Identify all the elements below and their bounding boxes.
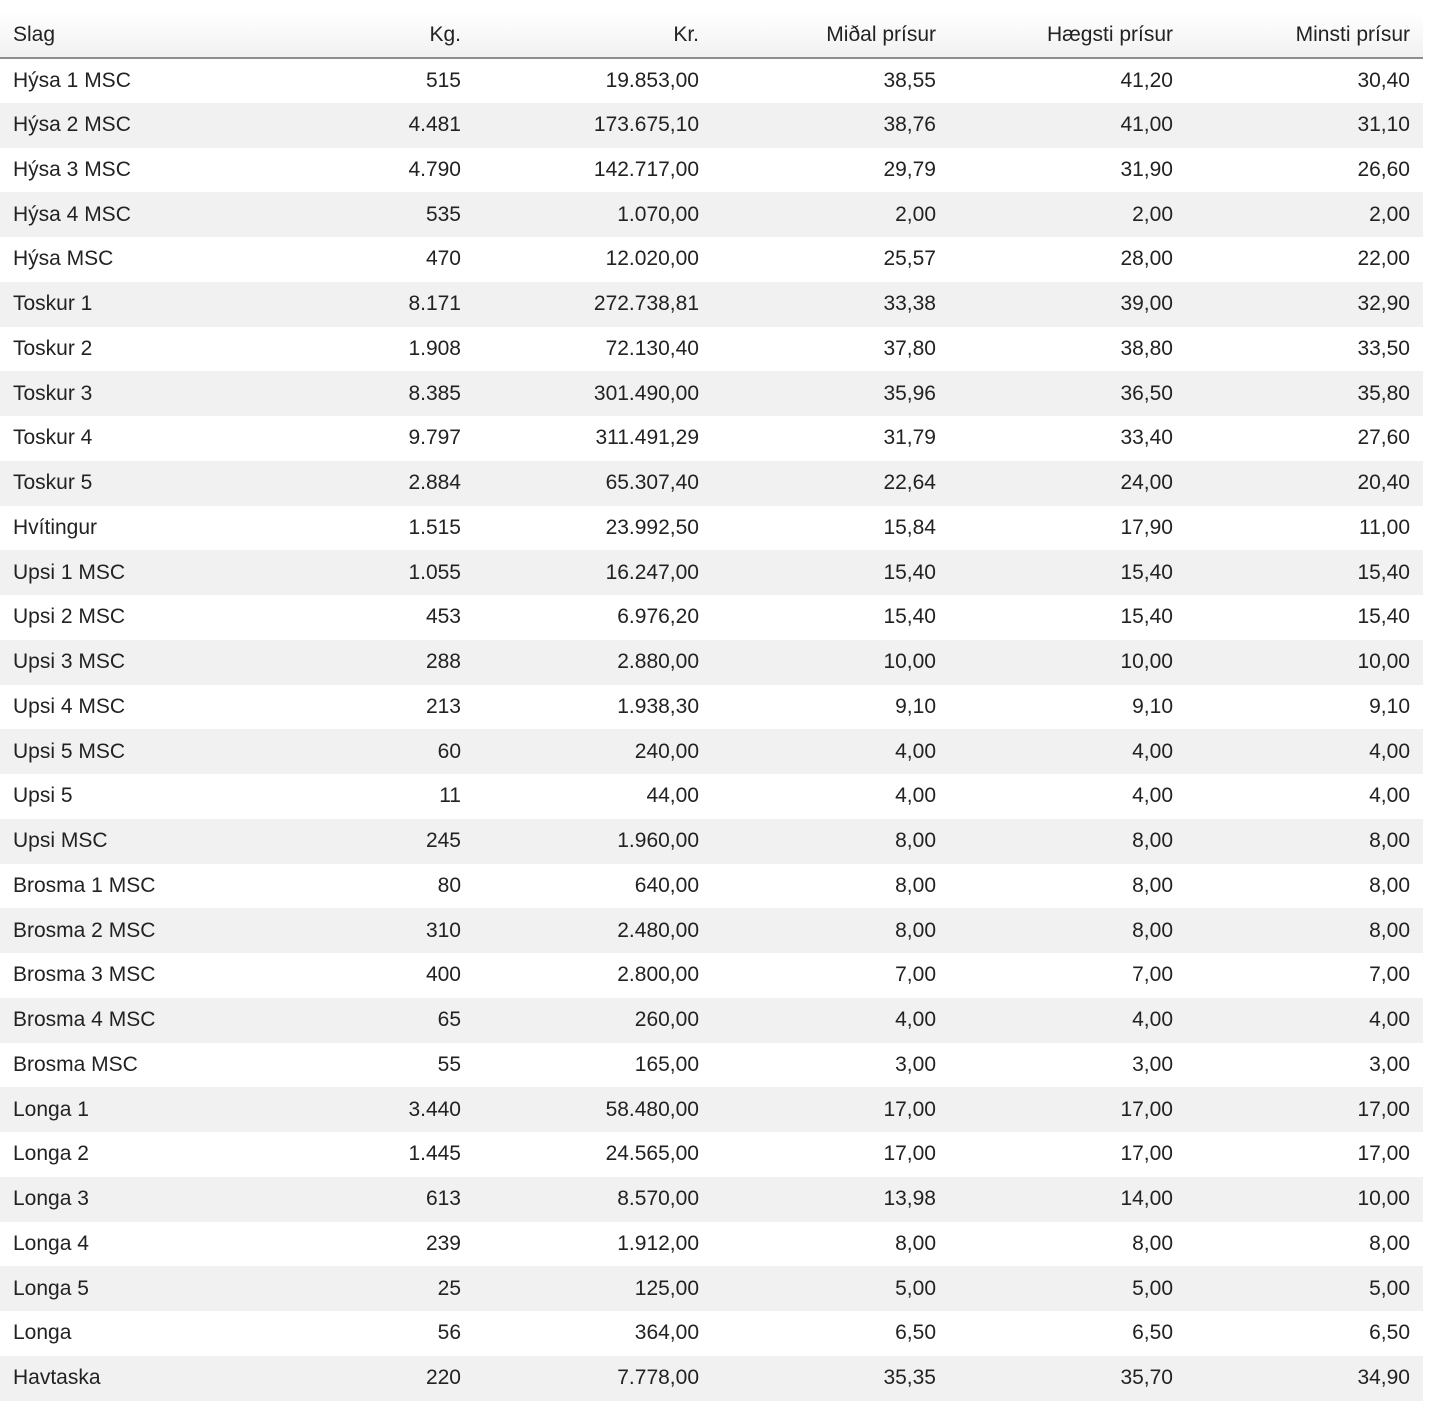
table-row [0,774,1423,819]
average-price-cell: 15,40 [883,605,936,629]
average-price-cell: 35,35 [883,1366,936,1390]
highest-price-cell: 7,00 [1132,963,1173,987]
table-row [0,685,1423,730]
kr-cell: 240,00 [634,739,699,763]
lowest-price-cell: 4,00 [1369,739,1410,763]
species-cell: Longa 5 [13,1276,89,1300]
kg-cell: 400 [425,963,461,987]
kr-cell: 72.130,40 [605,336,699,360]
kg-cell: 213 [425,694,461,718]
lowest-price-cell: 22,00 [1357,247,1410,271]
table-row [0,729,1423,774]
species-cell: Hýsa 4 MSC [13,202,131,226]
average-price-cell: 4,00 [895,1008,936,1032]
species-cell: Toskur 3 [13,381,93,405]
highest-price-cell: 41,20 [1120,68,1173,92]
highest-price-cell: 33,40 [1120,426,1173,450]
table-row [0,1043,1423,1088]
species-cell: Longa 1 [13,1097,89,1121]
species-cell: Brosma 4 MSC [13,1008,156,1032]
highest-price-cell: 4,00 [1132,1008,1173,1032]
table-row [0,595,1423,640]
kg-cell: 220 [425,1366,461,1390]
column-header-highest-price[interactable]: Hægsti prísur [949,12,1186,58]
lowest-price-cell: 6,50 [1369,1321,1410,1345]
table-row [0,998,1423,1043]
lowest-price-cell: 20,40 [1357,471,1410,495]
lowest-price-cell: 17,00 [1357,1097,1410,1121]
average-price-cell: 37,80 [883,336,936,360]
table-row [0,416,1423,461]
lowest-price-cell: 26,60 [1357,157,1410,181]
species-cell: Brosma MSC [13,1052,138,1076]
column-header-lowest-price[interactable]: Minsti prísur [1186,12,1423,58]
lowest-price-cell: 8,00 [1369,1231,1410,1255]
highest-price-cell: 38,80 [1120,336,1173,360]
table-row [0,1132,1423,1177]
kg-cell: 8.171 [408,292,461,316]
kr-cell: 1.912,00 [617,1231,699,1255]
kg-cell: 515 [425,68,461,92]
lowest-price-cell: 8,00 [1369,918,1410,942]
table-row [0,908,1423,953]
table-row [0,506,1423,551]
average-price-cell: 4,00 [895,739,936,763]
average-price-cell: 17,00 [883,1142,936,1166]
species-cell: Toskur 5 [13,471,93,495]
highest-price-cell: 15,40 [1120,560,1173,584]
kr-cell: 1.070,00 [617,202,699,226]
kg-cell: 453 [425,605,461,629]
highest-price-cell: 28,00 [1120,247,1173,271]
highest-price-cell: 31,90 [1120,157,1173,181]
kg-cell: 55 [437,1052,461,1076]
kg-cell: 1.908 [408,336,461,360]
lowest-price-cell: 8,00 [1369,873,1410,897]
kr-cell: 125,00 [634,1276,699,1300]
kr-cell: 2.800,00 [617,963,699,987]
kg-cell: 11 [439,784,461,808]
average-price-cell: 5,00 [895,1276,936,1300]
kg-cell: 535 [425,202,461,226]
kg-cell: 3.440 [408,1097,461,1121]
species-cell: Upsi 5 MSC [13,739,126,763]
highest-price-cell: 4,00 [1132,739,1173,763]
table-row [0,461,1423,506]
fish-price-table [0,12,1423,1401]
header-row [0,12,1423,58]
column-header-kg[interactable]: Kg. [225,12,474,58]
species-cell: Upsi MSC [13,829,108,853]
highest-price-cell: 8,00 [1132,829,1173,853]
kg-cell: 2.884 [408,471,461,495]
table-row [0,148,1423,193]
kr-cell: 65.307,40 [605,471,699,495]
average-price-cell: 10,00 [883,650,936,674]
kr-cell: 2.480,00 [617,918,699,942]
average-price-cell: 15,84 [883,515,936,539]
kg-cell: 4.481 [408,113,461,137]
species-cell: Brosma 2 MSC [13,918,156,942]
average-price-cell: 13,98 [883,1187,936,1211]
kg-cell: 245 [425,829,461,853]
kg-cell: 4.790 [408,157,461,181]
kr-cell: 23.992,50 [605,515,699,539]
column-header-kr[interactable]: Kr. [474,12,712,58]
kr-cell: 1.960,00 [617,829,699,853]
lowest-price-cell: 10,00 [1357,1187,1410,1211]
species-cell: Hýsa 2 MSC [13,113,131,137]
kg-cell: 239 [425,1231,461,1255]
kr-cell: 16.247,00 [605,560,699,584]
lowest-price-cell: 10,00 [1357,650,1410,674]
table-row [0,282,1423,327]
average-price-cell: 7,00 [895,963,936,987]
table-row [0,327,1423,372]
kr-cell: 173.675,10 [593,113,699,137]
lowest-price-cell: 4,00 [1369,784,1410,808]
lowest-price-cell: 15,40 [1357,605,1410,629]
average-price-cell: 8,00 [895,1231,936,1255]
highest-price-cell: 35,70 [1120,1366,1173,1390]
kr-cell: 44,00 [646,784,699,808]
lowest-price-cell: 34,90 [1357,1366,1410,1390]
average-price-cell: 31,79 [883,426,936,450]
table-row [0,819,1423,864]
table-row [0,371,1423,416]
kr-cell: 364,00 [634,1321,699,1345]
species-cell: Toskur 4 [13,426,93,450]
highest-price-cell: 10,00 [1120,650,1173,674]
lowest-price-cell: 9,10 [1369,694,1410,718]
table-row [0,237,1423,282]
average-price-cell: 2,00 [895,202,936,226]
species-cell: Upsi 4 MSC [13,694,126,718]
highest-price-cell: 39,00 [1120,292,1173,316]
highest-price-cell: 6,50 [1132,1321,1173,1345]
highest-price-cell: 15,40 [1120,605,1173,629]
species-cell: Havtaska [13,1366,101,1390]
table-row [0,864,1423,909]
kg-cell: 80 [437,873,461,897]
kg-cell: 9.797 [408,426,461,450]
table-row [0,192,1423,237]
species-cell: Longa 2 [13,1142,89,1166]
species-cell: Toskur 1 [13,292,93,316]
highest-price-cell: 17,90 [1120,515,1173,539]
kg-cell: 65 [437,1008,461,1032]
species-cell: Toskur 2 [13,336,93,360]
highest-price-cell: 9,10 [1132,694,1173,718]
average-price-cell: 38,55 [883,68,936,92]
kr-cell: 6.976,20 [617,605,699,629]
average-price-cell: 29,79 [883,157,936,181]
species-cell: Brosma 3 MSC [13,963,156,987]
highest-price-cell: 24,00 [1120,471,1173,495]
kr-cell: 1.938,30 [617,694,699,718]
table-row [0,103,1423,148]
table-row [0,1356,1423,1401]
species-cell: Upsi 2 MSC [13,605,126,629]
kr-cell: 301.490,00 [593,381,699,405]
average-price-cell: 8,00 [895,873,936,897]
table-row [0,1222,1423,1267]
kg-cell: 1.055 [408,560,461,584]
table-row [0,1311,1423,1356]
table-row [0,1177,1423,1222]
highest-price-cell: 41,00 [1120,113,1173,137]
average-price-cell: 6,50 [895,1321,936,1345]
lowest-price-cell: 32,90 [1357,292,1410,316]
kr-cell: 142.717,00 [593,157,699,181]
average-price-cell: 22,64 [883,471,936,495]
highest-price-cell: 4,00 [1132,784,1173,808]
column-header-average-price[interactable]: Miðal prísur [712,12,949,58]
kr-cell: 260,00 [634,1008,699,1032]
highest-price-cell: 17,00 [1120,1097,1173,1121]
table-row [0,640,1423,685]
kg-cell: 1.515 [408,515,461,539]
kr-cell: 8.570,00 [617,1187,699,1211]
kg-cell: 60 [437,739,461,763]
lowest-price-cell: 30,40 [1357,68,1410,92]
species-cell: Hvítingur [13,515,98,539]
kr-cell: 311.491,29 [595,426,699,450]
average-price-cell: 15,40 [883,560,936,584]
highest-price-cell: 8,00 [1132,1231,1173,1255]
highest-price-cell: 2,00 [1132,202,1173,226]
lowest-price-cell: 7,00 [1369,963,1410,987]
kr-cell: 165,00 [634,1052,699,1076]
table-row [0,1087,1423,1132]
average-price-cell: 35,96 [883,381,936,405]
species-cell: Upsi 5 [13,784,73,808]
kg-cell: 1.445 [408,1142,461,1166]
price-table-container [0,12,1423,1401]
kr-cell: 12.020,00 [605,247,699,271]
kg-cell: 56 [437,1321,461,1345]
average-price-cell: 3,00 [895,1052,936,1076]
lowest-price-cell: 8,00 [1369,829,1410,853]
species-cell: Upsi 1 MSC [13,560,126,584]
average-price-cell: 4,00 [895,784,936,808]
lowest-price-cell: 17,00 [1357,1142,1410,1166]
average-price-cell: 8,00 [895,918,936,942]
table-body [0,58,1423,1401]
table-header [0,12,1423,58]
lowest-price-cell: 15,40 [1357,560,1410,584]
species-cell: Hýsa MSC [13,247,114,271]
average-price-cell: 17,00 [883,1097,936,1121]
kr-cell: 7.778,00 [617,1366,699,1390]
table-row [0,953,1423,998]
lowest-price-cell: 2,00 [1369,202,1410,226]
highest-price-cell: 17,00 [1120,1142,1173,1166]
species-cell: Hýsa 1 MSC [13,68,131,92]
average-price-cell: 9,10 [895,694,936,718]
highest-price-cell: 5,00 [1132,1276,1173,1300]
highest-price-cell: 8,00 [1132,873,1173,897]
lowest-price-cell: 4,00 [1369,1008,1410,1032]
table-row [0,550,1423,595]
species-cell: Hýsa 3 MSC [13,157,131,181]
lowest-price-cell: 31,10 [1357,113,1410,137]
lowest-price-cell: 35,80 [1357,381,1410,405]
species-cell: Longa [13,1321,72,1345]
column-header-slag[interactable]: Slag [0,12,225,58]
kg-cell: 310 [425,918,461,942]
kg-cell: 8.385 [408,381,461,405]
table-row [0,1266,1423,1311]
table-row [0,58,1423,103]
average-price-cell: 38,76 [883,113,936,137]
kg-cell: 613 [425,1187,461,1211]
species-cell: Longa 3 [13,1187,89,1211]
kr-cell: 58.480,00 [605,1097,699,1121]
kr-cell: 272.738,81 [593,292,699,316]
average-price-cell: 8,00 [895,829,936,853]
lowest-price-cell: 27,60 [1357,426,1410,450]
lowest-price-cell: 33,50 [1357,336,1410,360]
species-cell: Upsi 3 MSC [13,650,126,674]
kr-cell: 19.853,00 [605,68,699,92]
lowest-price-cell: 3,00 [1369,1052,1410,1076]
kr-cell: 640,00 [634,873,699,897]
highest-price-cell: 8,00 [1132,918,1173,942]
species-cell: Brosma 1 MSC [13,873,156,897]
average-price-cell: 25,57 [883,247,936,271]
highest-price-cell: 36,50 [1120,381,1173,405]
lowest-price-cell: 5,00 [1369,1276,1410,1300]
kg-cell: 288 [425,650,461,674]
species-cell: Longa 4 [13,1231,89,1255]
kg-cell: 25 [437,1276,461,1300]
average-price-cell: 33,38 [883,292,936,316]
kr-cell: 2.880,00 [617,650,699,674]
kg-cell: 470 [425,247,461,271]
highest-price-cell: 14,00 [1120,1187,1173,1211]
lowest-price-cell: 11,00 [1359,515,1410,539]
highest-price-cell: 3,00 [1132,1052,1173,1076]
kr-cell: 24.565,00 [605,1142,699,1166]
